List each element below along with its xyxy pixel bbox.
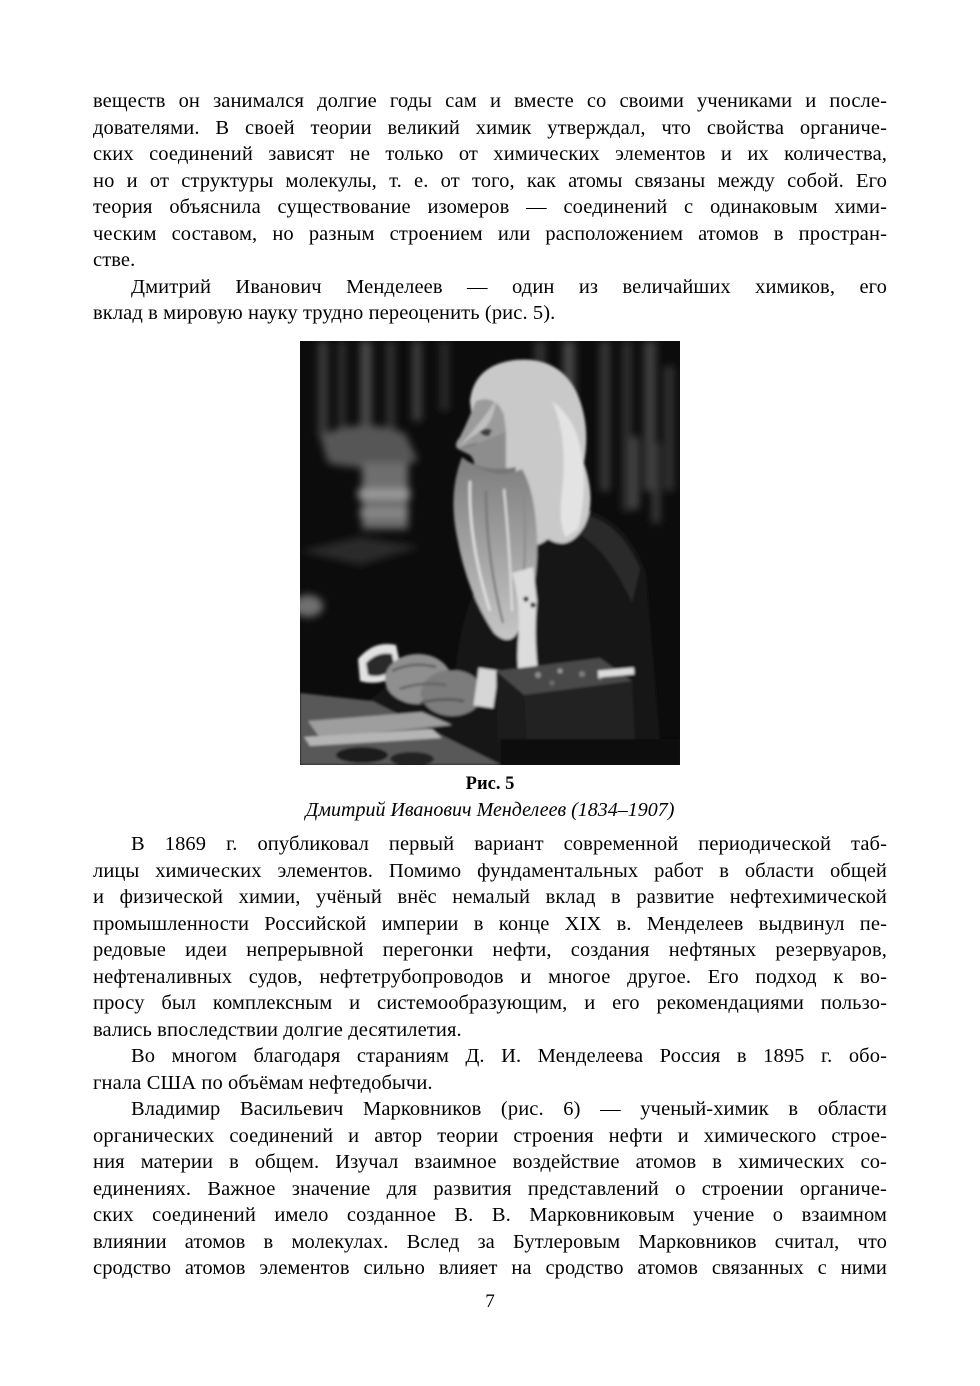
text-line: Дмитрий Иванович Менделеев — один из величайших химиков, его: [131, 275, 887, 298]
text-line: стве.: [93, 249, 136, 271]
figure-5: [0, 341, 980, 822]
text-line: веществ он занимался долгие годы сам и вместе со своими учениками и после-: [93, 90, 887, 112]
text-line: органических соединений и автор теории строения нефти и химического строе-: [93, 1124, 887, 1147]
figure-label: Рис. 5: [465, 774, 515, 794]
text-line: дователями. В своей теории великий химик утверждал, что свойства органиче-: [93, 116, 887, 139]
text-line: вались впоследствии долгие десятилетия.: [93, 1018, 462, 1041]
figure-caption: Дмитрий Иванович Менделеев (1834–1907): [305, 799, 675, 821]
text-line: ских соединений зависят не только от химических элементов и их количества,: [93, 143, 887, 165]
paragraph: [93, 1096, 887, 1282]
text-line: теория объяснила существование изомеров — соединений с одинаковым хими-: [93, 196, 887, 218]
paragraph: [93, 831, 887, 1043]
text-line: ских соединений имело созданное В. В. Марковниковым учение о взаимном: [93, 1204, 887, 1226]
paragraph: [93, 88, 887, 274]
text-line: ческим составом, но разным строением или расположением атомов в простран-: [93, 222, 887, 245]
mendeleev-photo: [300, 341, 680, 765]
text-line: В 1869 г. опубликовал первый вариант современной периодической таб-: [131, 833, 887, 855]
text-column-bottom: [93, 831, 887, 1282]
text-line: но и от структуры молекулы, т. е. от того, как атомы связаны между собой. Его: [93, 169, 887, 192]
text-line: просу был комплексным и системообразующим, и его рекомендациями пользо-: [93, 992, 887, 1014]
text-line: и физической химии, учёный внёс немалый вклад в развитие нефтехимической: [93, 886, 887, 908]
text-line: промышленности Российской империи в конце XIX в. Менделеев выдвинул пе-: [93, 912, 887, 935]
page-number: 7: [485, 1291, 495, 1312]
text-line: ния материи в общем. Изучал взаимное воздействие атомов в химических со-: [93, 1151, 887, 1173]
text-line: гнала США по объёмам нефтедобычи.: [93, 1071, 433, 1094]
text-line: редовые идеи непрерывной перегонки нефти, создания нефтяных резервуаров,: [93, 939, 887, 961]
text-column-top: [93, 88, 887, 327]
paragraph: [93, 1043, 887, 1096]
text-line: Владимир Васильевич Марковников (рис. 6) — ученый-химик в области: [131, 1098, 887, 1120]
text-line: нефтеналивных судов, нефтетрубопроводов и многое другое. Его подход к во-: [93, 965, 887, 988]
text-line: вклад в мировую науку трудно переоценить (рис. 5).: [93, 302, 556, 324]
text-line: единениях. Важное значение для развития представлений о строении органиче-: [93, 1177, 887, 1200]
text-line: сродство атомов элементов сильно влияет на сродство атомов связанных с ними: [93, 1257, 887, 1279]
text-line: Во многом благодаря стараниям Д. И. Менделеева Россия в 1895 г. обо-: [131, 1045, 887, 1067]
text-line: лицы химических элементов. Помимо фундаментальных работ в области общей: [93, 859, 887, 882]
text-line: влиянии атомов в молекулах. Вслед за Бутлеровым Марковников считал, что: [93, 1230, 887, 1253]
paragraph: [93, 274, 887, 327]
